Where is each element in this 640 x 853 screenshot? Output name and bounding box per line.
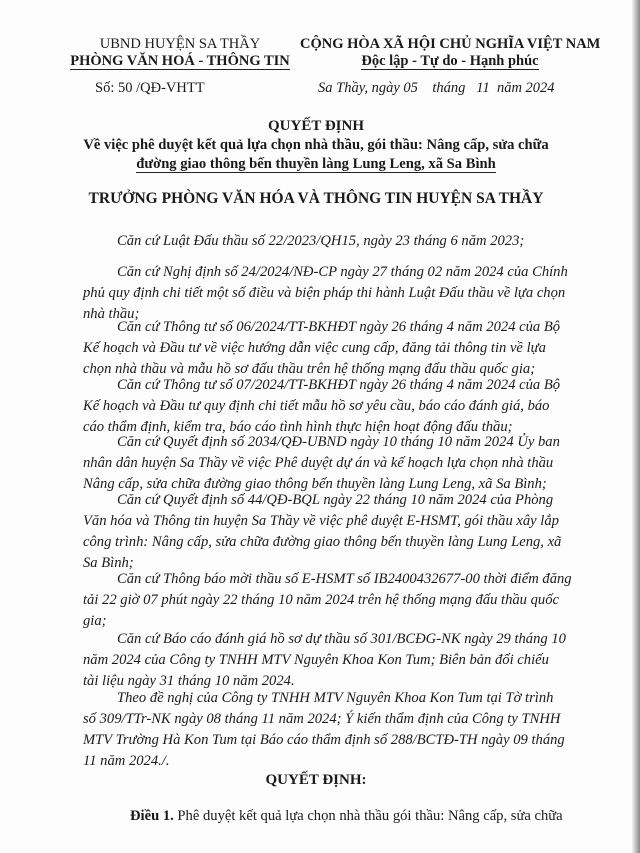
decision-heading: QUYẾT ĐỊNH: [265,772,367,788]
issuing-authority: TRƯỞNG PHÒNG VĂN HÓA VÀ THÔNG TIN HUYỆN SA THẦY [88,190,544,207]
nation-title: CỘNG HÒA XÃ HỘI CHỦ NGHĨA VIỆT NAM [300,36,601,52]
legal-basis-paragraph: Căn cứ Thông báo mời thầu số E-HSMT số IB2400432677-00 thời điểm đăng tải 22 giờ 07 phút ngày 22 tháng 10 năm 2024 trên hệ thống mạng đấu thầu quốc gia; [83,571,572,629]
nation-motto: Độc lập - Tự do - Hạnh phúc [361,53,539,69]
subject-line-2: đường giao thông bến thuyền làng Lung Leng, xã Sa Bình [136,156,496,172]
document-number: Số: 50 /QĐ-VHTT [95,80,205,96]
proposal-paragraph: Theo đề nghị của Công ty TNHH MTV Nguyên Khoa Kon Tum tại Tờ trình số 309/TTr-NK ngày 08 tháng 11 năm 2024; Ý kiến thẩm định của Công ty TNHH MTV Trường Hà Kon Tum tại Báo cáo thẩm định số 288/BCTĐ-TH ngày 09 tháng 11 năm 2024./. [83,690,565,769]
legal-basis-paragraph: Căn cứ Quyết định số 44/QĐ-BQL ngày 22 tháng 10 năm 2024 của Phòng Văn hóa và Thông tin huyện Sa Thầy về việc phê duyệt E-HSMT, gói thầu xây lắp công trình: Nâng cấp, sửa chữa đường giao thông bến thuyền làng Lung Leng, xã Sa Bình; [83,492,562,571]
agency-name: UBND HUYỆN SA THẦY [99,36,261,52]
page-edge-shadow [632,0,640,853]
document-title: QUYẾT ĐỊNH [268,118,364,134]
legal-basis-paragraph: Căn cứ Quyết định số 2034/QĐ-UBND ngày 10 tháng 10 năm 2024 Ủy ban nhân dân huyện Sa Thầy về việc Phê duyệt dự án và kế hoạch lựa chọn nhà thầu Nâng cấp, sửa chữa đường giao thông bến thuyền làng Lung Leng, xã Sa Bình; [83,434,560,492]
legal-basis-paragraph: Căn cứ Luật Đấu thầu số 22/2023/QH15, ngày 23 tháng 6 năm 2023; [117,233,525,249]
department-name: PHÒNG VĂN HOÁ - THÔNG TIN [70,53,290,69]
article-1: Điều 1. Phê duyệt kết quả lựa chọn nhà thầu gói thầu: Nâng cấp, sửa chữa [130,808,563,824]
legal-basis-paragraph: Căn cứ Thông tư số 06/2024/TT-BKHĐT ngày 26 tháng 4 năm 2024 của Bộ Kế hoạch và Đầu tư về việc hướng dẫn việc cung cấp, đăng tải thông tin về lựa chọn nhà thầu và mẫu hồ sơ đấu thầu trên hệ thống mạng đấu thầu quốc gia; [83,319,561,377]
subject-line-1: Về việc phê duyệt kết quả lựa chọn nhà thầu, gói thầu: Nâng cấp, sửa chữa [83,137,549,153]
issue-date: Sa Thầy, ngày 05 tháng 11 năm 2024 [318,80,555,96]
legal-basis-paragraph: Căn cứ Báo cáo đánh giá hồ sơ dự thầu số 301/BCĐG-NK ngày 29 tháng 10 năm 2024 của Công ty TNHH MTV Nguyên Khoa Kon Tum; Biên bản đối chiếu tài liệu ngày 31 tháng 10 năm 2024. [83,631,566,689]
legal-basis-paragraph: Căn cứ Thông tư số 07/2024/TT-BKHĐT ngày 26 tháng 4 năm 2024 của Bộ Kế hoạch và Đầu tư quy định chi tiết mẫu hồ sơ yêu cầu, báo cáo đánh giá, báo cáo thẩm định, kiểm tra, báo cáo tình hình thực hiện hoạt động đấu thầu; [83,377,561,435]
legal-basis-paragraph: Căn cứ Nghị định số 24/2024/NĐ-CP ngày 27 tháng 02 năm 2024 của Chính phủ quy định chi tiết một số điều và biện pháp thi hành Luật Đấu thầu về lựa chọn nhà thầu; [83,264,568,322]
